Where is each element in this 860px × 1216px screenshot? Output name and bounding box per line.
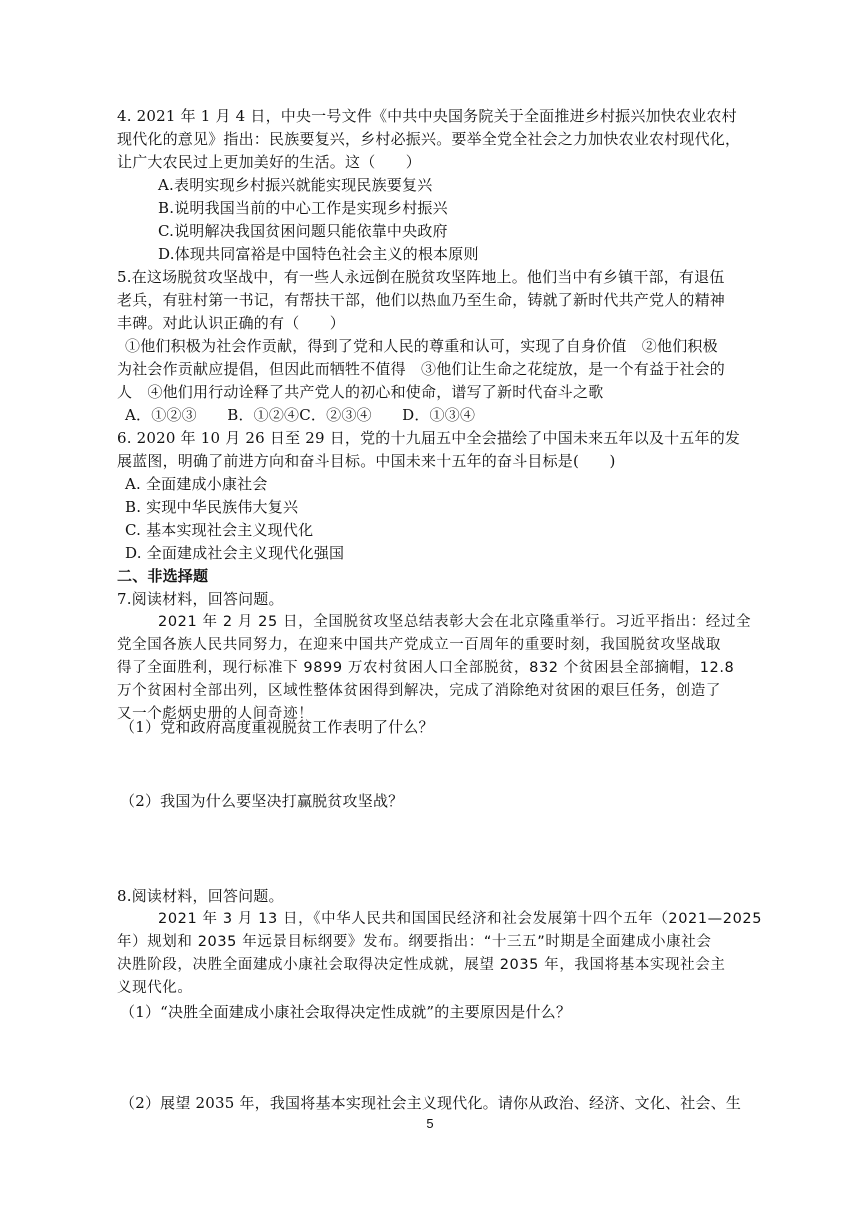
q4-option-b: B.说明我国当前的中心工作是实现乡村振兴 [158,199,448,217]
q8-sub-2: （2）展望 2035 年，我国将基本实现社会主义现代化。请你从政治、经济、文化、社会、生 [120,1094,742,1112]
q4-option-c: C.说明解决我国贫困问题只能依靠中央政府 [158,222,448,240]
q8-passage-1: 2021 年 3 月 13 日，《中华人民共和国国民经济和社会发展第十四个五年（2021—2025 [158,911,763,927]
q5-statement-3: 人 ④他们用行动诠释了共产党人的初心和使命，谱写了新时代奋斗之歌 [117,383,604,401]
q4-option-d: D.体现共同富裕是中国特色社会主义的根本原则 [158,245,479,263]
page-number: 5 [426,1116,434,1131]
q6-option-d: D. 全面建成社会主义现代化强国 [125,544,345,562]
q7-sub-1: （1）党和政府高度重视脱贫工作表明了什么？ [120,718,434,736]
q8-passage-2: 年）规划和 2035 年远景目标纲要》发布。纲要指出：“十三五”时期是全面建成小康社会 [117,934,712,950]
q4-line-2: 现代化的意见》指出：民族要复兴，乡村必振兴。要举全党全社会之力加快农业农村现代化， [117,130,741,148]
q7-sub-2: （2）我国为什么要坚决打赢脱贫攻坚战？ [120,792,404,810]
q8-passage-3: 决胜阶段，决胜全面建成小康社会取得决定性成就，展望 2035 年，我国将基本实现社会主 [117,957,726,973]
q7-passage-1: 2021 年 2 月 25 日，全国脱贫攻坚总结表彰大会在北京隆重举行。习近平指出：经过全 [158,614,752,630]
q8-passage-4: 义现代化。 [117,980,193,996]
q8-sub-1: （1）“决胜全面建成小康社会取得决定性成就”的主要原因是什么？ [120,1003,572,1021]
q6-option-b: B. 实现中华民族伟大复兴 [125,498,299,516]
q6-option-a: A. 全面建成小康社会 [125,475,268,493]
q7-passage-2: 党全国各族人民共同努力，在迎来中国共产党成立一百周年的重要时刻，我国脱贫攻坚战取 [117,637,721,653]
q6-option-c: C. 基本实现社会主义现代化 [125,521,314,539]
q5-options: A．①②③ B．①②④C．②③④ D．①③④ [125,406,476,424]
q7-title: 7.阅读材料，回答问题。 [117,590,284,608]
q7-passage-4: 万个贫困村全部出列，区域性整体贫困得到解决，完成了消除绝对贫困的艰巨任务，创造了 [117,683,721,699]
q7-passage-3: 得了全面胜利，现行标准下 9899 万农村贫困人口全部脱贫，832 个贫困县全部摘帽，12.8 [117,660,735,676]
q4-line-1: 4. 2021 年 1 月 4 日，中央一号文件《中共中央国务院关于全面推进乡村振兴加快农业农村 [117,107,737,125]
section-heading: 二、非选择题 [117,567,209,585]
q8-title: 8.阅读材料，回答问题。 [117,887,284,905]
q6-line-2: 展蓝图，明确了前进方向和奋斗目标。中国未来十五年的奋斗目标是( ) [117,452,616,470]
q5-line-3: 丰碑。对此认识正确的有（ ） [117,314,346,332]
q4-option-a: A.表明实现乡村振兴就能实现民族要复兴 [158,176,433,194]
q7-passage-5: 又一个彪炳史册的人间奇迹！ [117,706,314,722]
q5-line-2: 老兵，有驻村第一书记，有帮扶干部，他们以热血乃至生命，铸就了新时代共产党人的精神 [117,291,726,309]
q5-statement-2: 为社会作贡献应提倡，但因此而牺牲不值得 ③他们让生命之花绽放，是一个有益于社会的 [117,360,726,378]
q5-statement-1: ①他们积极为社会作贡献，得到了党和人民的尊重和认可，实现了自身价值 ②他们积极 [125,337,718,355]
q5-line-1: 5.在这场脱贫攻坚战中，有一些人永远倒在脱贫攻坚阵地上。他们当中有乡镇干部，有退伍 [117,268,725,286]
q6-line-1: 6. 2020 年 10 月 26 日至 29 日，党的十九届五中全会描绘了中国未来五年以及十五年的发 [117,429,741,447]
q4-line-3: 让广大农民过上更加美好的生活。这（ ） [117,153,422,171]
